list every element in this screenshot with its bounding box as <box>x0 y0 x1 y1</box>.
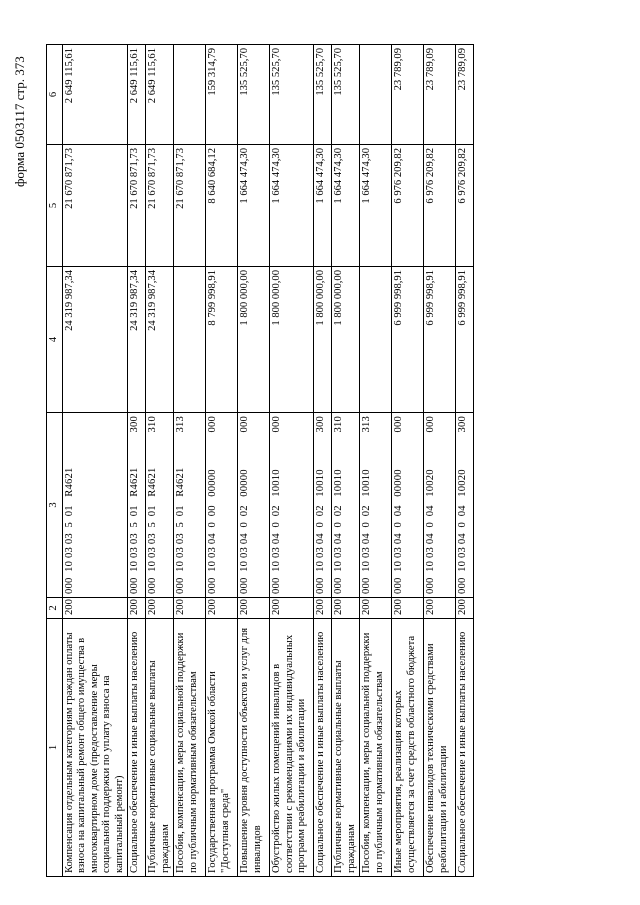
row-name-cell: Публичные нормативные социальные выплаты гражданам <box>332 619 360 877</box>
row-name-cell: Пособия, компенсации, меры социальной поддержки по публичным нормативным обязательствам <box>360 619 392 877</box>
budget-classification-code: 000 10 03 04 0 02 00000 <box>239 469 250 594</box>
line-code-cell: 200 <box>270 598 314 619</box>
line-code-cell: 200 <box>62 598 128 619</box>
unexecuted-amount-cell: 159 314,79 <box>206 45 238 145</box>
approved-amount-cell: 24 319 987,34 <box>128 267 146 413</box>
table-row <box>238 45 270 877</box>
row-name-cell: Повышение уровня доступности объектов и услуг для инвалидов <box>238 619 270 877</box>
expense-type-code: 000 <box>207 416 218 433</box>
unexecuted-amount-cell: 135 525,70 <box>314 45 332 145</box>
approved-amount-cell <box>360 267 392 413</box>
row-name-cell: Социальное обеспечение и иные выплаты населению <box>456 619 474 877</box>
expense-type-code: 300 <box>457 416 468 433</box>
executed-amount-cell: 6 976 209,82 <box>392 145 424 267</box>
expense-type-code: 310 <box>147 416 158 433</box>
line-code-cell: 200 <box>456 598 474 619</box>
budget-classification-code: 000 10 03 04 0 02 10010 <box>271 469 282 594</box>
executed-amount-cell: 1 664 474,30 <box>360 145 392 267</box>
budget-classification-code: 000 10 03 03 5 01 R4621 <box>129 467 140 594</box>
budget-classification-code: 000 10 03 04 0 04 10020 <box>425 469 436 594</box>
unexecuted-amount-cell <box>174 45 206 145</box>
row-name-cell: Компенсация отдельным категориям граждан оплаты взноса на капитальный ремонт общего имущества в многоквартирном доме (предоставление меры социальной поддержки по уплату взноса на капитальный ремонт) <box>62 619 128 877</box>
row-name-cell: Публичные нормативные социальные выплаты гражданам <box>146 619 174 877</box>
expense-type-code: 300 <box>315 416 326 433</box>
budget-code-cell <box>62 413 128 598</box>
executed-amount-cell: 1 664 474,30 <box>238 145 270 267</box>
header-cell: 3 <box>47 413 63 598</box>
line-code-cell: 200 <box>174 598 206 619</box>
budget-code-cell <box>206 413 238 598</box>
executed-amount-cell: 8 640 684,12 <box>206 145 238 267</box>
line-code-cell: 200 <box>360 598 392 619</box>
unexecuted-amount-cell: 23 789,09 <box>456 45 474 145</box>
line-code-cell: 200 <box>238 598 270 619</box>
table-body <box>47 45 474 877</box>
table-row <box>424 45 456 877</box>
budget-code-cell <box>424 413 456 598</box>
budget-code-cell <box>146 413 174 598</box>
form-number-label: форма 0503117 стр. 373 <box>12 56 27 187</box>
executed-amount-cell: 1 664 474,30 <box>314 145 332 267</box>
executed-amount-cell: 21 670 871,73 <box>174 145 206 267</box>
line-code-cell: 200 <box>332 598 360 619</box>
executed-amount-cell: 6 976 209,82 <box>456 145 474 267</box>
unexecuted-amount-cell: 135 525,70 <box>332 45 360 145</box>
budget-code-cell <box>332 413 360 598</box>
budget-code-cell <box>128 413 146 598</box>
expense-type-code: 000 <box>271 416 282 433</box>
expense-type-code: 000 <box>239 416 250 433</box>
budget-code-cell <box>392 413 424 598</box>
executed-amount-cell: 21 670 871,73 <box>146 145 174 267</box>
approved-amount-cell: 8 799 998,91 <box>206 267 238 413</box>
budget-classification-code: 000 10 03 04 0 02 10010 <box>361 469 372 594</box>
row-name-cell: Пособия, компенсации, меры социальной поддержки по публичным нормативным обязательствам <box>174 619 206 877</box>
approved-amount-cell <box>174 267 206 413</box>
unexecuted-amount-cell: 2 649 115,61 <box>146 45 174 145</box>
approved-amount-cell: 1 800 000,00 <box>238 267 270 413</box>
budget-classification-code: 000 10 03 04 0 04 10020 <box>457 469 468 594</box>
approved-amount-cell: 6 999 998,91 <box>424 267 456 413</box>
executed-amount-cell: 1 664 474,30 <box>270 145 314 267</box>
executed-amount-cell: 21 670 871,73 <box>128 145 146 267</box>
line-code-cell: 200 <box>424 598 456 619</box>
approved-amount-cell: 1 800 000,00 <box>270 267 314 413</box>
expense-type-code: 000 <box>393 416 404 433</box>
budget-classification-code: 000 10 03 04 0 04 00000 <box>393 469 404 594</box>
row-name-cell: Иные мероприятия, реализация которых осуществляется за счет средств областного бюджета <box>392 619 424 877</box>
line-code-cell: 200 <box>146 598 174 619</box>
budget-code-cell <box>360 413 392 598</box>
header-cell: 4 <box>47 267 63 413</box>
approved-amount-cell: 1 800 000,00 <box>314 267 332 413</box>
table-row <box>146 45 174 877</box>
row-name-cell: Социальное обеспечение и иные выплаты населению <box>128 619 146 877</box>
budget-classification-code: 000 10 03 04 0 02 10010 <box>333 469 344 594</box>
table-row <box>332 45 360 877</box>
approved-amount-cell: 6 999 998,91 <box>456 267 474 413</box>
unexecuted-amount-cell: 2 649 115,61 <box>62 45 128 145</box>
budget-classification-code: 000 10 03 03 5 01 R4621 <box>63 467 75 594</box>
expense-type-code: 313 <box>175 416 186 433</box>
budget-classification-code: 000 10 03 03 5 01 R4621 <box>175 467 186 594</box>
row-name-cell: Обустройство жилых помещений инвалидов в соответствии с рекомендациями их индивидуальных программ реабилитации и абилитации <box>270 619 314 877</box>
approved-amount-cell: 24 319 987,34 <box>62 267 128 413</box>
line-code-cell: 200 <box>314 598 332 619</box>
expense-type-code: 313 <box>361 416 372 433</box>
header-row <box>47 45 63 877</box>
unexecuted-amount-cell <box>360 45 392 145</box>
budget-code-cell <box>456 413 474 598</box>
unexecuted-amount-cell: 2 649 115,61 <box>128 45 146 145</box>
header-cell: 1 <box>47 619 63 877</box>
table-row <box>456 45 474 877</box>
line-code-cell: 200 <box>392 598 424 619</box>
header-cell: 6 <box>47 45 63 145</box>
budget-report-table <box>46 44 474 877</box>
approved-amount-cell: 24 319 987,34 <box>146 267 174 413</box>
budget-classification-code: 000 10 03 04 0 00 00000 <box>207 469 218 594</box>
unexecuted-amount-cell: 23 789,09 <box>392 45 424 145</box>
row-name-cell: Обеспечение инвалидов техническими средствами реабилитации и абилитации <box>424 619 456 877</box>
table-row <box>360 45 392 877</box>
executed-amount-cell: 1 664 474,30 <box>332 145 360 267</box>
row-name-cell: Государственная программа Омской области "Доступная среда" <box>206 619 238 877</box>
table-row <box>174 45 206 877</box>
table-row <box>62 45 128 877</box>
unexecuted-amount-cell: 23 789,09 <box>424 45 456 145</box>
row-name-cell: Социальное обеспечение и иные выплаты населению <box>314 619 332 877</box>
table-row <box>206 45 238 877</box>
unexecuted-amount-cell: 135 525,70 <box>238 45 270 145</box>
expense-type-code: 310 <box>333 416 344 433</box>
header-cell: 5 <box>47 145 63 267</box>
budget-code-cell <box>314 413 332 598</box>
budget-code-cell <box>238 413 270 598</box>
executed-amount-cell: 6 976 209,82 <box>424 145 456 267</box>
budget-code-cell <box>174 413 206 598</box>
budget-classification-code: 000 10 03 04 0 02 10010 <box>315 469 326 594</box>
expense-type-code: 000 <box>425 416 436 433</box>
line-code-cell: 200 <box>206 598 238 619</box>
table-row <box>270 45 314 877</box>
approved-amount-cell: 6 999 998,91 <box>392 267 424 413</box>
table-row <box>392 45 424 877</box>
executed-amount-cell: 21 670 871,73 <box>62 145 128 267</box>
approved-amount-cell: 1 800 000,00 <box>332 267 360 413</box>
line-code-cell: 200 <box>128 598 146 619</box>
table-row <box>128 45 146 877</box>
unexecuted-amount-cell: 135 525,70 <box>270 45 314 145</box>
budget-classification-code: 000 10 03 03 5 01 R4621 <box>147 467 158 594</box>
table-row <box>314 45 332 877</box>
header-cell: 2 <box>47 598 63 619</box>
budget-code-cell <box>270 413 314 598</box>
expense-type-code: 300 <box>129 416 140 433</box>
